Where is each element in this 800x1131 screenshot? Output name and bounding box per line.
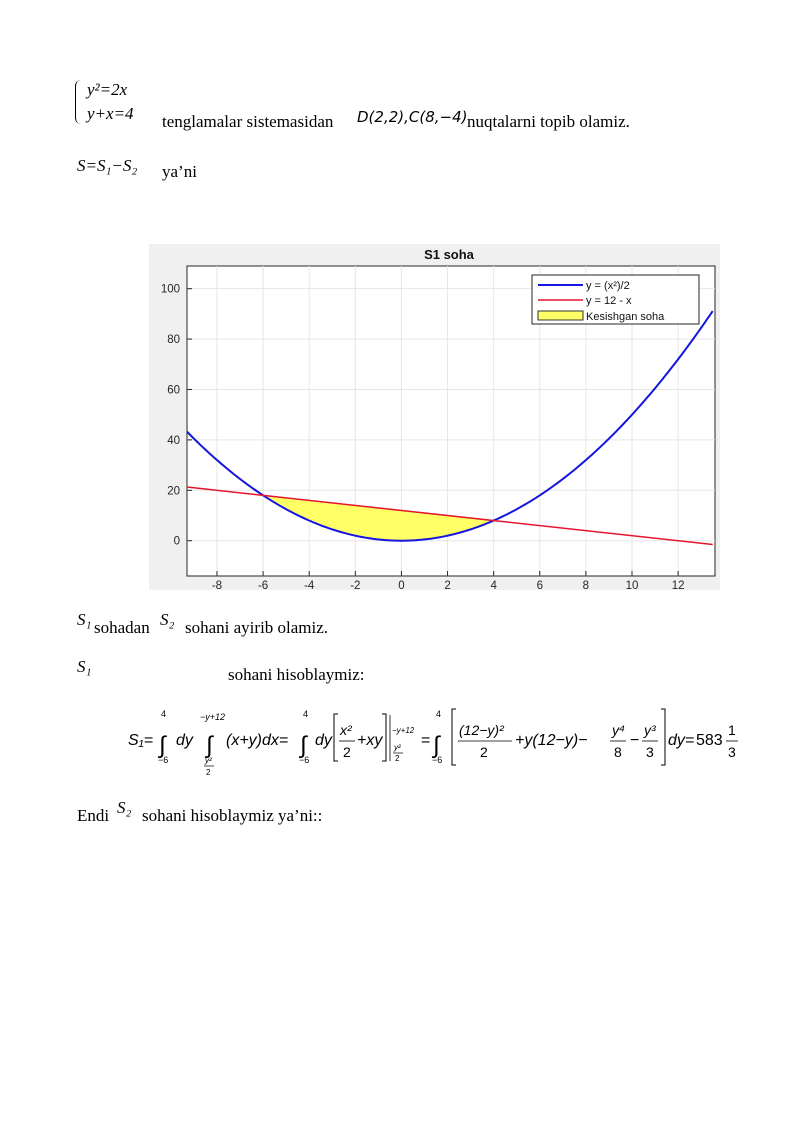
svg-text:−y+12: −y+12 <box>392 726 415 735</box>
points-label: D(2,2),C(8,−4) <box>357 108 468 126</box>
svg-text:4: 4 <box>436 709 442 719</box>
x-tick-label: -2 <box>350 580 361 590</box>
svg-text:−6: −6 <box>299 755 310 765</box>
line2-text: ya’ni <box>162 162 197 181</box>
s1-symbol-2: S₁ <box>77 657 92 676</box>
svg-text:x²: x² <box>340 722 352 738</box>
formula-result: 583 <box>696 732 723 749</box>
s1-symbol: S₁ <box>77 610 92 629</box>
svg-text:dy: dy <box>176 732 193 749</box>
legend-fill-label: Kesishgan soha <box>586 311 665 323</box>
s1-integral-formula <box>128 703 748 783</box>
x-tick-label: 12 <box>671 580 685 590</box>
x-tick-label: 6 <box>536 580 543 590</box>
integral-sign-2: ∫ <box>206 732 213 759</box>
svg-text:3: 3 <box>646 744 654 760</box>
svg-text:2: 2 <box>343 744 351 760</box>
x-tick-label: 10 <box>625 580 639 590</box>
line3-text-2: sohani ayirib olamiz. <box>185 618 329 637</box>
svg-text:y³: y³ <box>644 722 656 738</box>
svg-text:4: 4 <box>161 709 167 719</box>
x-tick-label: 4 <box>490 580 497 590</box>
svg-text:dy=: dy= <box>668 732 695 749</box>
svg-text:2: 2 <box>480 744 488 760</box>
y-tick-label: 60 <box>167 384 180 397</box>
formula-frac-num: 1 <box>728 722 736 738</box>
s1-area-chart <box>149 244 720 590</box>
svg-text:2: 2 <box>206 768 211 777</box>
svg-text:−y+12: −y+12 <box>200 712 226 722</box>
svg-text:(x+y)dx=: (x+y)dx= <box>226 732 289 749</box>
system-text-before: tenglamalar sistemasidan <box>162 112 334 131</box>
svg-text:−6: −6 <box>158 755 169 765</box>
svg-text:2: 2 <box>395 754 400 763</box>
svg-text:+y(12−y)−: +y(12−y)− <box>515 732 588 749</box>
equation-2: y+x=4 <box>87 104 134 123</box>
svg-text:y²: y² <box>205 756 212 765</box>
line3-text-1: sohadan <box>94 618 150 637</box>
svg-text:∫: ∫ <box>433 732 440 759</box>
chart-title: S1 soha <box>424 247 474 262</box>
area-formula: S=S₁−S₂ <box>77 156 138 175</box>
chart-legend <box>532 275 699 324</box>
svg-text:−6: −6 <box>432 755 443 765</box>
equation-1: y²=2x <box>87 80 128 99</box>
formula-frac-den: 3 <box>728 744 736 760</box>
line5-text-1: Endi <box>77 806 110 825</box>
svg-text:8: 8 <box>614 744 622 760</box>
legend-parabola-label: y = (x²)/2 <box>586 280 630 292</box>
system-text-after: nuqtalarni topib olamiz. <box>467 112 630 131</box>
system-brace <box>75 80 84 124</box>
formula-lhs: S₁= <box>128 732 154 749</box>
svg-text:=: = <box>421 732 431 749</box>
s2-symbol-2: S₂ <box>117 798 132 817</box>
y-tick-label: 20 <box>167 485 180 498</box>
line5-text-2: sohani hisoblaymiz ya’ni:: <box>142 806 323 825</box>
x-tick-label: -8 <box>211 580 223 590</box>
x-tick-label: 8 <box>582 580 590 590</box>
y-tick-label: 100 <box>160 283 180 296</box>
x-tick-label: 0 <box>398 580 405 590</box>
svg-text:+xy: +xy <box>357 732 383 749</box>
legend-line-label: y = 12 - x <box>586 295 632 307</box>
legend-fill-swatch <box>538 311 583 320</box>
svg-text:dy: dy <box>315 732 332 749</box>
svg-text:4: 4 <box>303 709 309 719</box>
svg-text:−: − <box>630 732 640 749</box>
integral-sign-1: ∫ <box>159 732 166 759</box>
y-tick-label: 0 <box>173 535 180 548</box>
svg-text:y⁴: y⁴ <box>612 722 626 738</box>
s2-symbol: S₂ <box>160 610 175 629</box>
svg-text:∫: ∫ <box>300 732 307 759</box>
line4-text: sohani hisoblaymiz: <box>228 665 365 684</box>
x-tick-label: -6 <box>257 580 269 590</box>
y-tick-label: 40 <box>167 434 180 447</box>
svg-text:y²: y² <box>394 743 401 752</box>
y-tick-label: 80 <box>167 334 180 347</box>
x-tick-label: 2 <box>444 580 451 590</box>
svg-text:(12−y)²: (12−y)² <box>459 722 504 738</box>
x-tick-label: -4 <box>304 580 315 590</box>
